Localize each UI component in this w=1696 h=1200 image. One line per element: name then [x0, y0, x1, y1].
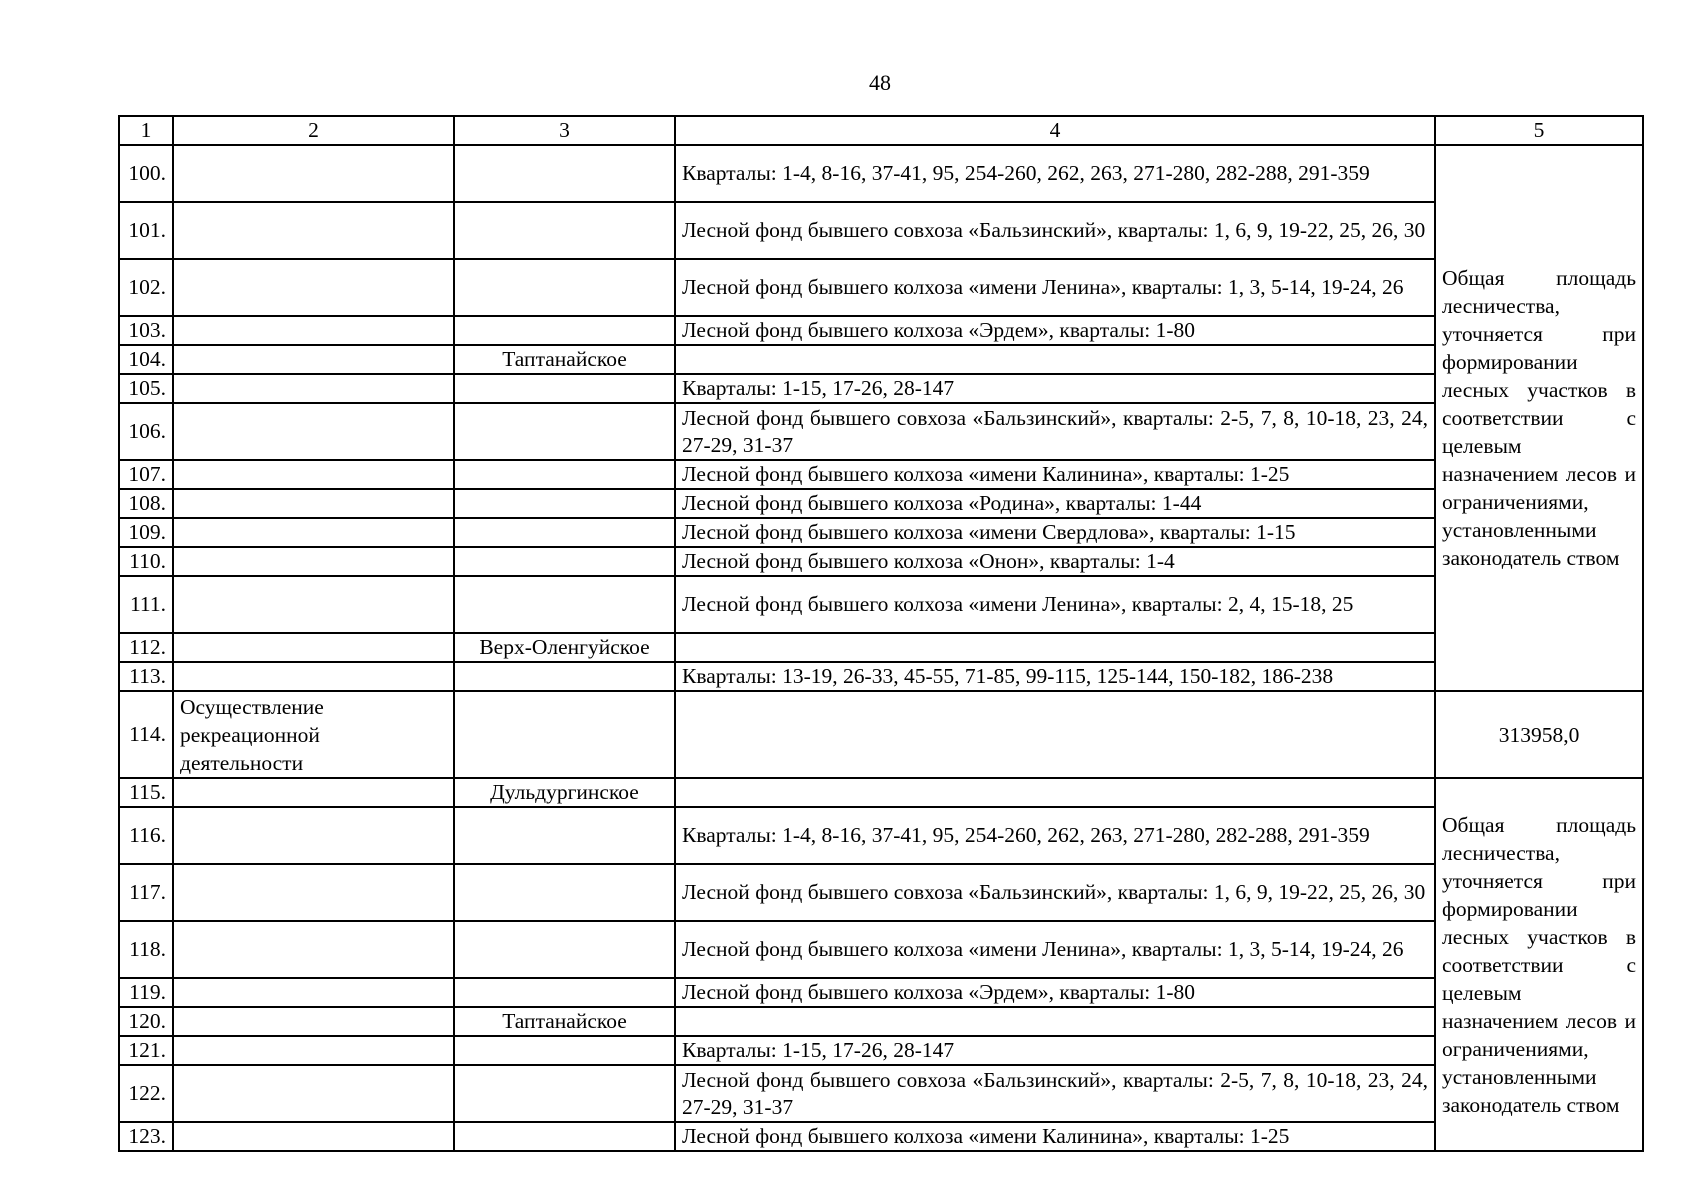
row-number: 123. [119, 1122, 173, 1151]
quarters-cell: Лесной фонд бывшего колхоза «имени Ленина», кварталы: 2, 4, 15-18, 25 [675, 576, 1435, 633]
quarters-cell: Кварталы: 13-19, 26-33, 45-55, 71-85, 99-115, 125-144, 150-182, 186-238 [675, 662, 1435, 691]
use-cell [173, 145, 454, 202]
district-cell [454, 145, 675, 202]
row-number: 102. [119, 259, 173, 316]
district-cell [454, 1065, 675, 1122]
quarters-cell [675, 778, 1435, 807]
district-cell: Таптанайское [454, 345, 675, 374]
table-row [119, 662, 1643, 691]
quarters-cell: Лесной фонд бывшего колхоза «Родина», кварталы: 1-44 [675, 489, 1435, 518]
table-row [119, 778, 1643, 807]
table-row [119, 864, 1643, 921]
quarters-cell: Лесной фонд бывшего совхоза «Бальзинский», кварталы: 2-5, 7, 8, 10-18, 23, 24, 27-29, 31-37 [675, 403, 1435, 460]
quarters-cell [675, 633, 1435, 662]
header-row [119, 116, 1643, 145]
forest-table [118, 115, 1644, 1152]
use-cell [173, 1065, 454, 1122]
use-cell [173, 403, 454, 460]
table-row [119, 1007, 1643, 1036]
quarters-cell: Лесной фонд бывшего колхоза «имени Свердлова», кварталы: 1-15 [675, 518, 1435, 547]
district-cell [454, 921, 675, 978]
quarters-cell: Лесной фонд бывшего колхоза «имени Ленина», кварталы: 1, 3, 5-14, 19-24, 26 [675, 921, 1435, 978]
table-row [119, 518, 1643, 547]
quarters-cell [675, 691, 1435, 778]
row-number: 100. [119, 145, 173, 202]
row-number: 119. [119, 978, 173, 1007]
district-cell [454, 978, 675, 1007]
use-cell [173, 978, 454, 1007]
row-number: 104. [119, 345, 173, 374]
row-number: 107. [119, 460, 173, 489]
quarters-cell [675, 1007, 1435, 1036]
row-number: 112. [119, 633, 173, 662]
table-row [119, 1065, 1643, 1122]
quarters-cell: Лесной фонд бывшего совхоза «Бальзинский», кварталы: 2-5, 7, 8, 10-18, 23, 24, 27-29, 31-37 [675, 1065, 1435, 1122]
table-row [119, 374, 1643, 403]
quarters-cell: Лесной фонд бывшего колхоза «Эрдем», кварталы: 1-80 [675, 316, 1435, 345]
quarters-cell: Лесной фонд бывшего колхоза «Эрдем», кварталы: 1-80 [675, 978, 1435, 1007]
table-row [119, 460, 1643, 489]
quarters-cell: Кварталы: 1-15, 17-26, 28-147 [675, 1036, 1435, 1065]
row-number: 105. [119, 374, 173, 403]
use-cell [173, 576, 454, 633]
table-row [119, 489, 1643, 518]
row-number: 114. [119, 691, 173, 778]
table-row [119, 316, 1643, 345]
quarters-cell: Кварталы: 1-15, 17-26, 28-147 [675, 374, 1435, 403]
header-cell-3: 3 [454, 116, 675, 145]
use-cell: Осуществление рекреационной деятельности [173, 691, 454, 778]
header-cell-5: 5 [1435, 116, 1643, 145]
area-note-cell: Общая площадь лесничества, уточняется при формировании лесных участков в соответствии с целевым назначением лесов и ограничениями, установленными законодатель ством [1435, 778, 1643, 1151]
quarters-cell: Лесной фонд бывшего колхоза «имени Калинина», кварталы: 1-25 [675, 460, 1435, 489]
table-row [119, 1036, 1643, 1065]
district-cell [454, 374, 675, 403]
row-number: 108. [119, 489, 173, 518]
header-cell-4: 4 [675, 116, 1435, 145]
use-cell [173, 518, 454, 547]
use-cell [173, 807, 454, 864]
use-cell [173, 374, 454, 403]
row-number: 122. [119, 1065, 173, 1122]
use-cell [173, 778, 454, 807]
district-cell [454, 807, 675, 864]
district-cell [454, 691, 675, 778]
row-number: 106. [119, 403, 173, 460]
district-cell: Таптанайское [454, 1007, 675, 1036]
use-cell [173, 1036, 454, 1065]
use-cell [173, 489, 454, 518]
district-cell [454, 403, 675, 460]
district-cell [454, 259, 675, 316]
district-cell [454, 518, 675, 547]
area-note-cell: Общая площадь лесничества, уточняется при формировании лесных участков в соответствии с целевым назначением лесов и ограничениями, установленными законодатель ством [1435, 145, 1643, 691]
district-cell [454, 489, 675, 518]
use-cell [173, 316, 454, 345]
use-cell [173, 202, 454, 259]
header-cell-1: 1 [119, 116, 173, 145]
district-cell [454, 202, 675, 259]
district-cell [454, 662, 675, 691]
table-row [119, 691, 1643, 778]
quarters-cell: Лесной фонд бывшего колхоза «имени Ленина», кварталы: 1, 3, 5-14, 19-24, 26 [675, 259, 1435, 316]
row-number: 111. [119, 576, 173, 633]
use-cell [173, 259, 454, 316]
row-number: 117. [119, 864, 173, 921]
district-cell [454, 1036, 675, 1065]
use-cell [173, 547, 454, 576]
table-row [119, 633, 1643, 662]
table-row [119, 978, 1643, 1007]
row-number: 121. [119, 1036, 173, 1065]
district-cell: Верх-Оленгуйское [454, 633, 675, 662]
table-row [119, 921, 1643, 978]
use-cell [173, 1122, 454, 1151]
header-cell-2: 2 [173, 116, 454, 145]
table-row [119, 547, 1643, 576]
page-number: 48 [869, 70, 891, 95]
district-cell [454, 316, 675, 345]
row-number: 109. [119, 518, 173, 547]
use-cell [173, 662, 454, 691]
area-value-cell: 313958,0 [1435, 691, 1643, 778]
row-number: 116. [119, 807, 173, 864]
row-number: 103. [119, 316, 173, 345]
row-number: 115. [119, 778, 173, 807]
quarters-cell: Кварталы: 1-4, 8-16, 37-41, 95, 254-260, 262, 263, 271-280, 282-288, 291-359 [675, 145, 1435, 202]
row-number: 110. [119, 547, 173, 576]
table-row [119, 259, 1643, 316]
district-cell [454, 576, 675, 633]
table-row [119, 345, 1643, 374]
district-cell [454, 547, 675, 576]
use-cell [173, 345, 454, 374]
quarters-cell: Кварталы: 1-4, 8-16, 37-41, 95, 254-260, 262, 263, 271-280, 282-288, 291-359 [675, 807, 1435, 864]
row-number: 120. [119, 1007, 173, 1036]
row-number: 113. [119, 662, 173, 691]
row-number: 118. [119, 921, 173, 978]
quarters-cell: Лесной фонд бывшего колхоза «имени Калинина», кварталы: 1-25 [675, 1122, 1435, 1151]
use-cell [173, 864, 454, 921]
table-row [119, 576, 1643, 633]
quarters-cell: Лесной фонд бывшего совхоза «Бальзинский», кварталы: 1, 6, 9, 19-22, 25, 26, 30 [675, 864, 1435, 921]
table-row [119, 807, 1643, 864]
table-row [119, 202, 1643, 259]
quarters-cell: Лесной фонд бывшего совхоза «Бальзинский», кварталы: 1, 6, 9, 19-22, 25, 26, 30 [675, 202, 1435, 259]
table-row [119, 145, 1643, 202]
use-cell [173, 921, 454, 978]
row-number: 101. [119, 202, 173, 259]
use-cell [173, 633, 454, 662]
table-row [119, 403, 1643, 460]
district-cell: Дульдургинское [454, 778, 675, 807]
quarters-cell [675, 345, 1435, 374]
use-cell [173, 1007, 454, 1036]
quarters-cell: Лесной фонд бывшего колхоза «Онон», кварталы: 1-4 [675, 547, 1435, 576]
district-cell [454, 460, 675, 489]
district-cell [454, 1122, 675, 1151]
district-cell [454, 864, 675, 921]
use-cell [173, 460, 454, 489]
table-row [119, 1122, 1643, 1151]
